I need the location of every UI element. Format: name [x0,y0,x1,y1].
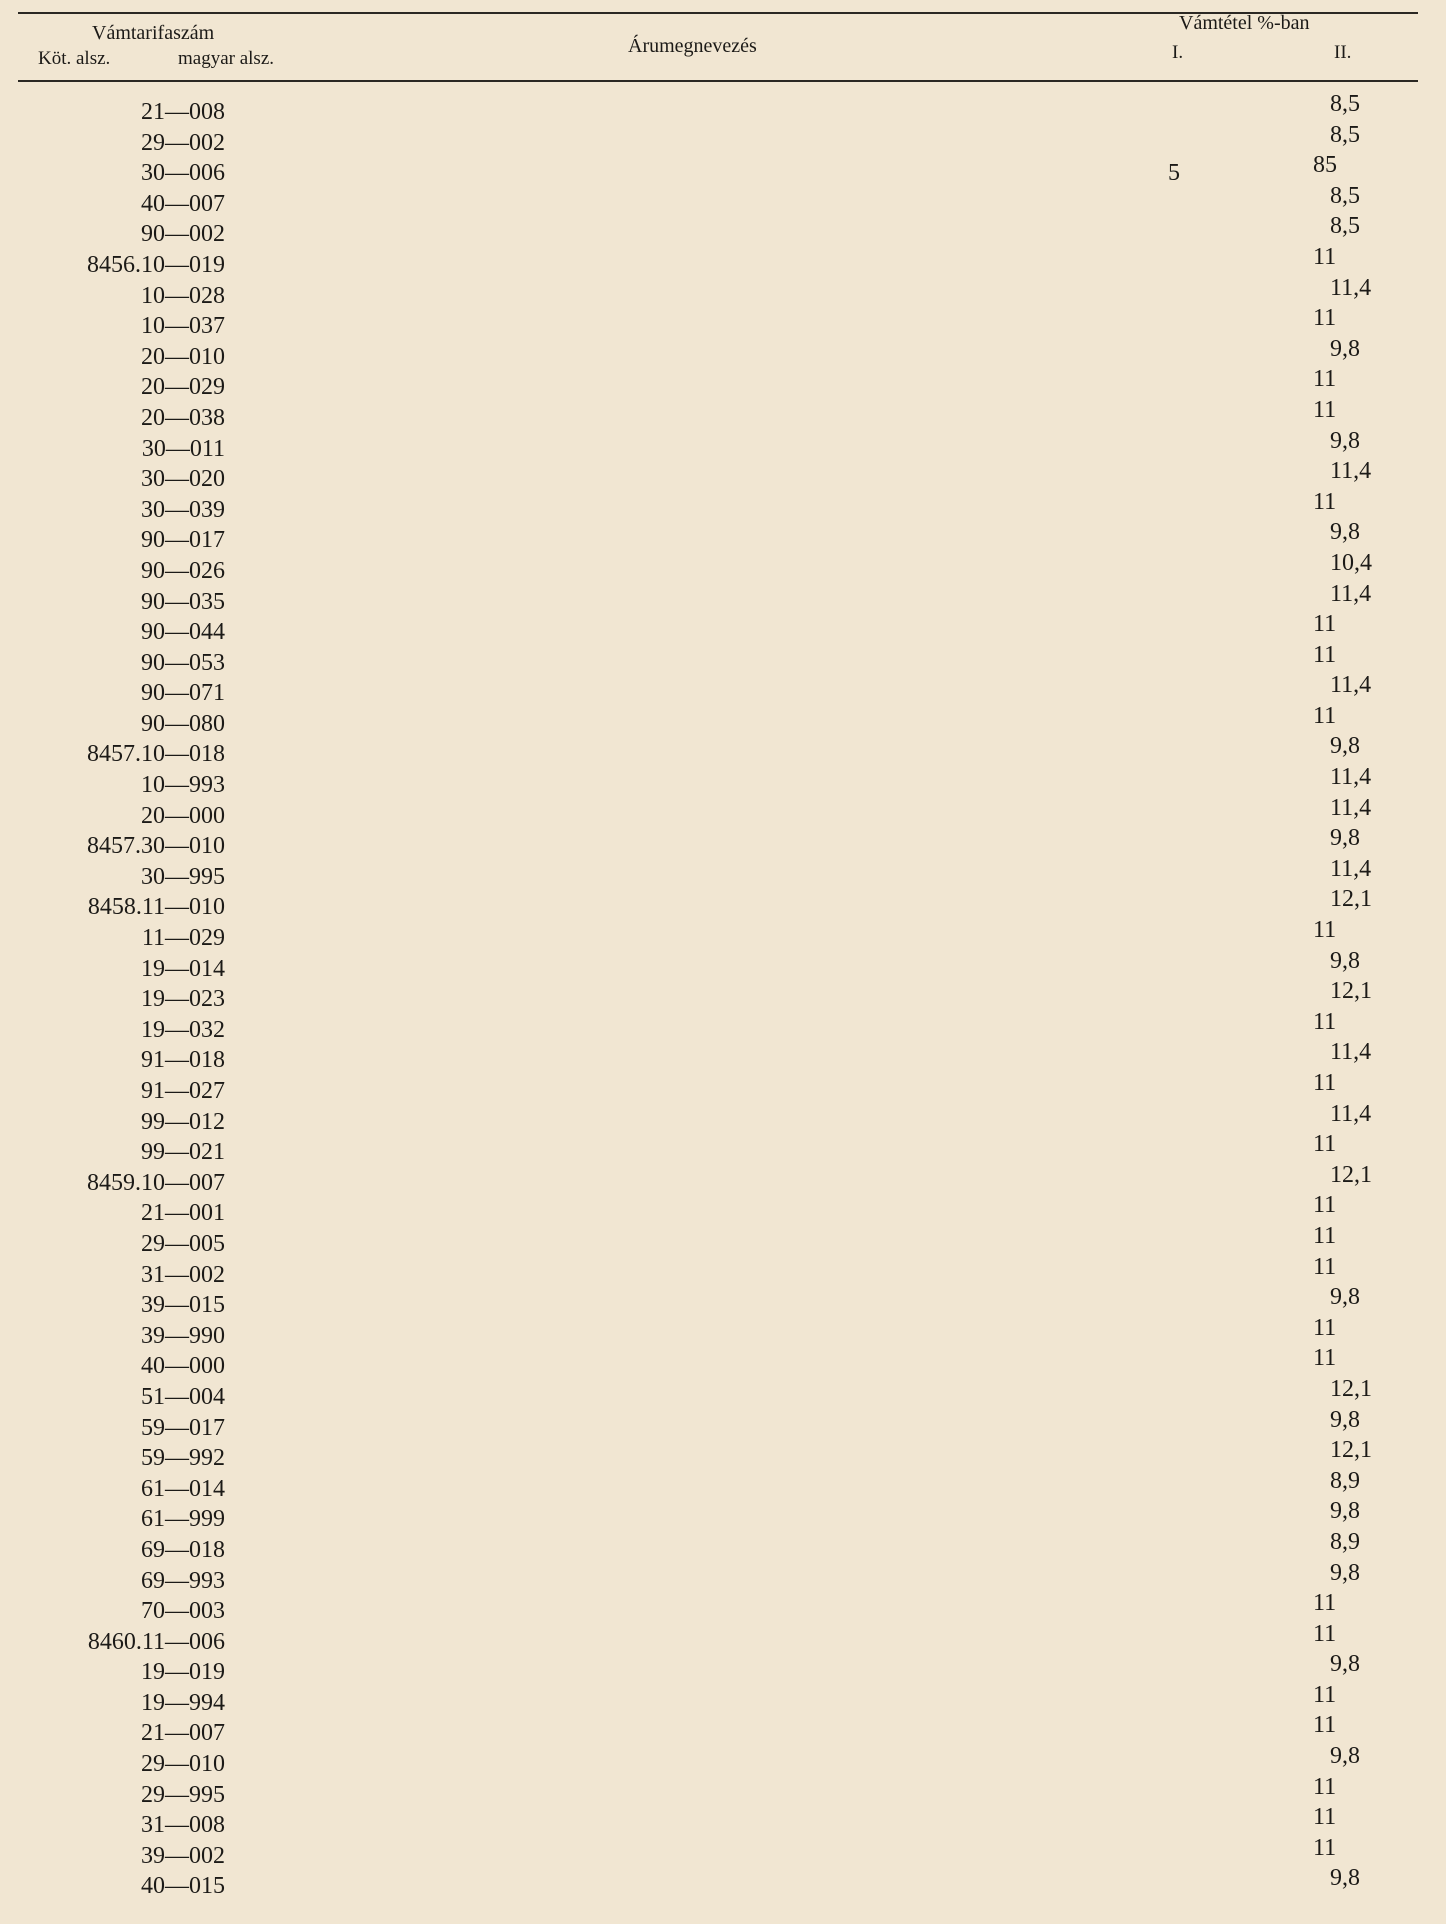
table-row [0,1620,1446,1658]
tariff-code: 90—053 [141,649,225,676]
table-row [0,1192,1446,1229]
table-row [0,1161,1446,1199]
tariff-code: 21—001 [141,1200,225,1227]
tariff-code: 20—029 [141,374,225,401]
rate-ii: 11,4 [1330,672,1372,699]
tariff-code: 91—027 [141,1078,225,1104]
table-row [0,121,1446,159]
tariff-code: 8457.10—018 [87,741,225,768]
tariff-code: 39—015 [141,1292,225,1319]
rate-ii: 11 [1313,1253,1337,1280]
rate-ii: 11 [1313,488,1337,515]
tariff-code: 31—002 [141,1261,225,1288]
tariff-code: 8457.30—010 [87,833,225,860]
header-magyar-alsz: magyar alsz. [178,48,275,69]
table-row [0,1681,1446,1719]
table-row [0,1437,1446,1474]
rate-ii: 8,9 [1330,1467,1360,1494]
table-row [0,182,1446,220]
tariff-code: 40—000 [141,1353,225,1380]
rate-ii: 12,1 [1330,886,1372,913]
rate-ii: 11,4 [1330,274,1372,301]
header-rule [18,80,1418,82]
table-row [0,305,1446,342]
table-row [0,611,1446,648]
rate-ii: 9,8 [1330,733,1360,760]
tariff-code: 40—007 [141,190,225,217]
tariff-code: 19—019 [141,1659,225,1686]
tariff-code: 20—010 [141,343,225,370]
tariff-code: 8458.11—010 [87,894,225,921]
tariff-table-body [0,91,1446,1902]
table-row [0,1834,1446,1872]
tariff-code: 11—029 [141,925,225,952]
table-row [0,1100,1446,1138]
table-row [0,1651,1446,1688]
tariff-code: 30—020 [141,466,225,493]
rate-ii: 11,4 [1330,1100,1372,1127]
rate-ii: 11 [1313,1008,1337,1035]
table-row [0,274,1446,312]
table-row [0,1467,1446,1505]
rate-ii: 11 [1313,1804,1337,1831]
header-rate-ii: II. [1334,42,1352,63]
tariff-code: 8459.10—007 [87,1169,225,1196]
rate-ii: 12,1 [1330,978,1372,1005]
header-kot-alsz: Köt. alsz. [38,48,111,69]
header-rate-i: I. [1172,42,1184,63]
table-row [0,794,1446,832]
rate-ii: 8,9 [1330,1528,1360,1555]
rate-ii: 11 [1313,305,1337,332]
tariff-code: 39—990 [141,1322,225,1349]
rate-ii: 11,4 [1330,764,1372,791]
tariff-code: 20—000 [141,802,225,829]
table-row [0,519,1446,556]
table-row [0,641,1446,679]
rate-ii: 9,8 [1330,947,1360,974]
table-row [0,427,1446,465]
rate-ii: 8,5 [1330,182,1360,209]
table-row [0,1253,1446,1291]
rate-ii: 9,8 [1330,1284,1360,1311]
rate-ii: 9,8 [1330,1743,1360,1770]
rate-ii: 11 [1313,243,1337,270]
tariff-code: 19—014 [141,955,225,982]
tariff-code: 30—039 [141,496,225,523]
rate-ii: 12,1 [1330,1161,1372,1188]
tariff-code: 61—999 [141,1506,225,1533]
rate-ii: 9,8 [1330,1406,1360,1433]
tariff-code: 10—037 [141,313,225,340]
rate-ii: 11 [1313,1070,1337,1096]
tariff-code: 30—006 [141,160,225,187]
rate-ii: 11 [1313,1222,1337,1249]
rate-ii: 11 [1313,1131,1337,1158]
table-row [0,152,1446,189]
rate-ii: 11 [1313,611,1337,638]
table-row [0,1131,1446,1168]
table-row [0,855,1446,893]
rate-ii: 11 [1313,917,1337,944]
rate-ii: 11 [1313,1314,1337,1341]
table-row [0,886,1446,923]
table-row [0,764,1446,801]
rate-ii: 11 [1313,1681,1337,1708]
rate-ii: 9,8 [1330,1865,1360,1892]
rate-ii: 11,4 [1330,794,1372,821]
table-row [0,1406,1446,1444]
table-row [0,825,1446,862]
table-row [0,978,1446,1015]
table-row [0,549,1446,587]
table-row [0,1773,1446,1811]
rate-ii: 11 [1313,366,1337,393]
table-row [0,1375,1446,1413]
header-rate-title: Vámtétel %-ban [1179,12,1310,34]
table-row [0,1743,1446,1780]
rate-ii: 11 [1313,702,1337,729]
rate-ii: 11 [1313,1192,1337,1219]
table-row [0,580,1446,618]
rate-ii: 8,5 [1330,213,1360,240]
table-row [0,1559,1446,1597]
tariff-code: 29—005 [141,1230,225,1257]
header-description: Árumegnevezés [628,35,757,57]
tariff-code: 90—071 [141,680,225,707]
tariff-code: 21—007 [141,1720,225,1747]
tariff-code: 39—002 [141,1842,225,1869]
table-row [0,1804,1446,1841]
table-row [0,1865,1446,1902]
tariff-code: 40—015 [141,1873,225,1900]
table-row [0,335,1446,373]
table-row [0,733,1446,770]
rate-ii: 11,4 [1330,580,1372,607]
table-row [0,458,1446,495]
rate-ii: 9,8 [1330,519,1360,546]
table-row [0,1590,1446,1627]
table-row [0,672,1446,709]
tariff-code: 21—008 [141,99,225,125]
tariff-code: 31—008 [141,1812,225,1839]
tariff-code: 30—995 [141,863,225,890]
table-row [0,1039,1446,1076]
rate-ii: 11 [1313,1773,1337,1800]
tariff-code: 91—018 [141,1047,225,1074]
rate-ii: 9,8 [1330,1498,1360,1525]
table-row [0,947,1446,985]
rate-ii: 85 [1313,152,1337,179]
tariff-code: 90—080 [141,710,225,737]
rate-ii: 11 [1313,1834,1337,1861]
header-tariff-number: Vámtarifaszám [92,22,215,44]
tariff-code: 59—017 [141,1414,225,1441]
tariff-code: 19—994 [141,1689,225,1716]
table-row [0,488,1446,526]
tariff-code: 29—002 [141,129,225,156]
tariff-code: 10—028 [141,282,225,309]
tariff-code: 90—026 [141,557,225,584]
rate-ii: 9,8 [1330,825,1360,852]
rate-ii: 9,8 [1330,427,1360,454]
rate-ii: 11 [1313,1345,1337,1372]
tariff-code: 20—038 [141,404,225,431]
table-row [0,1528,1446,1566]
tariff-code: 10—993 [141,772,225,799]
table-row [0,702,1446,740]
rate-ii: 9,8 [1330,1559,1360,1586]
tariff-code: 99—021 [141,1139,225,1166]
rate-ii: 12,1 [1330,1375,1372,1402]
table-row [0,1008,1446,1046]
tariff-code: 90—035 [141,588,225,615]
rate-ii: 8,5 [1330,91,1360,117]
tariff-code: 90—017 [141,527,225,554]
table-row [0,1498,1446,1535]
tariff-code: 8456.10—019 [87,251,225,278]
table-row [0,917,1446,954]
tariff-code: 8460.11—006 [87,1628,225,1655]
rate-ii: 11 [1313,1590,1337,1617]
rate-ii: 11 [1313,1620,1337,1647]
table-row [0,366,1446,403]
table-row [0,1314,1446,1352]
tariff-code: 90—044 [141,619,225,646]
rate-ii: 11,4 [1330,458,1372,485]
rate-ii: 11,4 [1330,855,1372,882]
rate-ii: 11 [1313,1712,1337,1739]
table-row [0,1284,1446,1321]
table-row [0,243,1446,281]
rate-ii: 12,1 [1330,1437,1372,1464]
tariff-code: 51—004 [141,1383,225,1410]
tariff-code: 99—012 [141,1108,225,1135]
rate-ii: 10,4 [1330,549,1372,576]
rate-ii: 9,8 [1330,335,1360,362]
rate-ii: 11,4 [1330,1039,1372,1066]
rate-ii: 11 [1313,641,1337,668]
table-row [0,213,1446,250]
rate-ii: 11 [1313,396,1337,423]
tariff-code: 59—992 [141,1445,225,1472]
rate-i: 5 [1168,160,1180,187]
table-row [0,1070,1446,1107]
tariff-code: 19—032 [141,1016,225,1043]
tariff-code: 90—002 [141,221,225,248]
rate-ii: 8,5 [1330,121,1360,148]
table-row [0,1345,1446,1382]
tariff-code: 70—003 [141,1598,225,1625]
table-row [0,1712,1446,1749]
table-row [0,396,1446,434]
table-row [0,91,1446,128]
tariff-code: 61—014 [141,1475,225,1502]
tariff-code: 19—023 [141,986,225,1013]
tariff-code: 69—018 [141,1536,225,1563]
table-row [0,1222,1446,1260]
tariff-code: 29—010 [141,1751,225,1778]
rate-ii: 9,8 [1330,1651,1360,1678]
tariff-code: 29—995 [141,1781,225,1808]
tariff-code: 69—993 [141,1567,225,1594]
tariff-code: 30—011 [141,435,225,462]
